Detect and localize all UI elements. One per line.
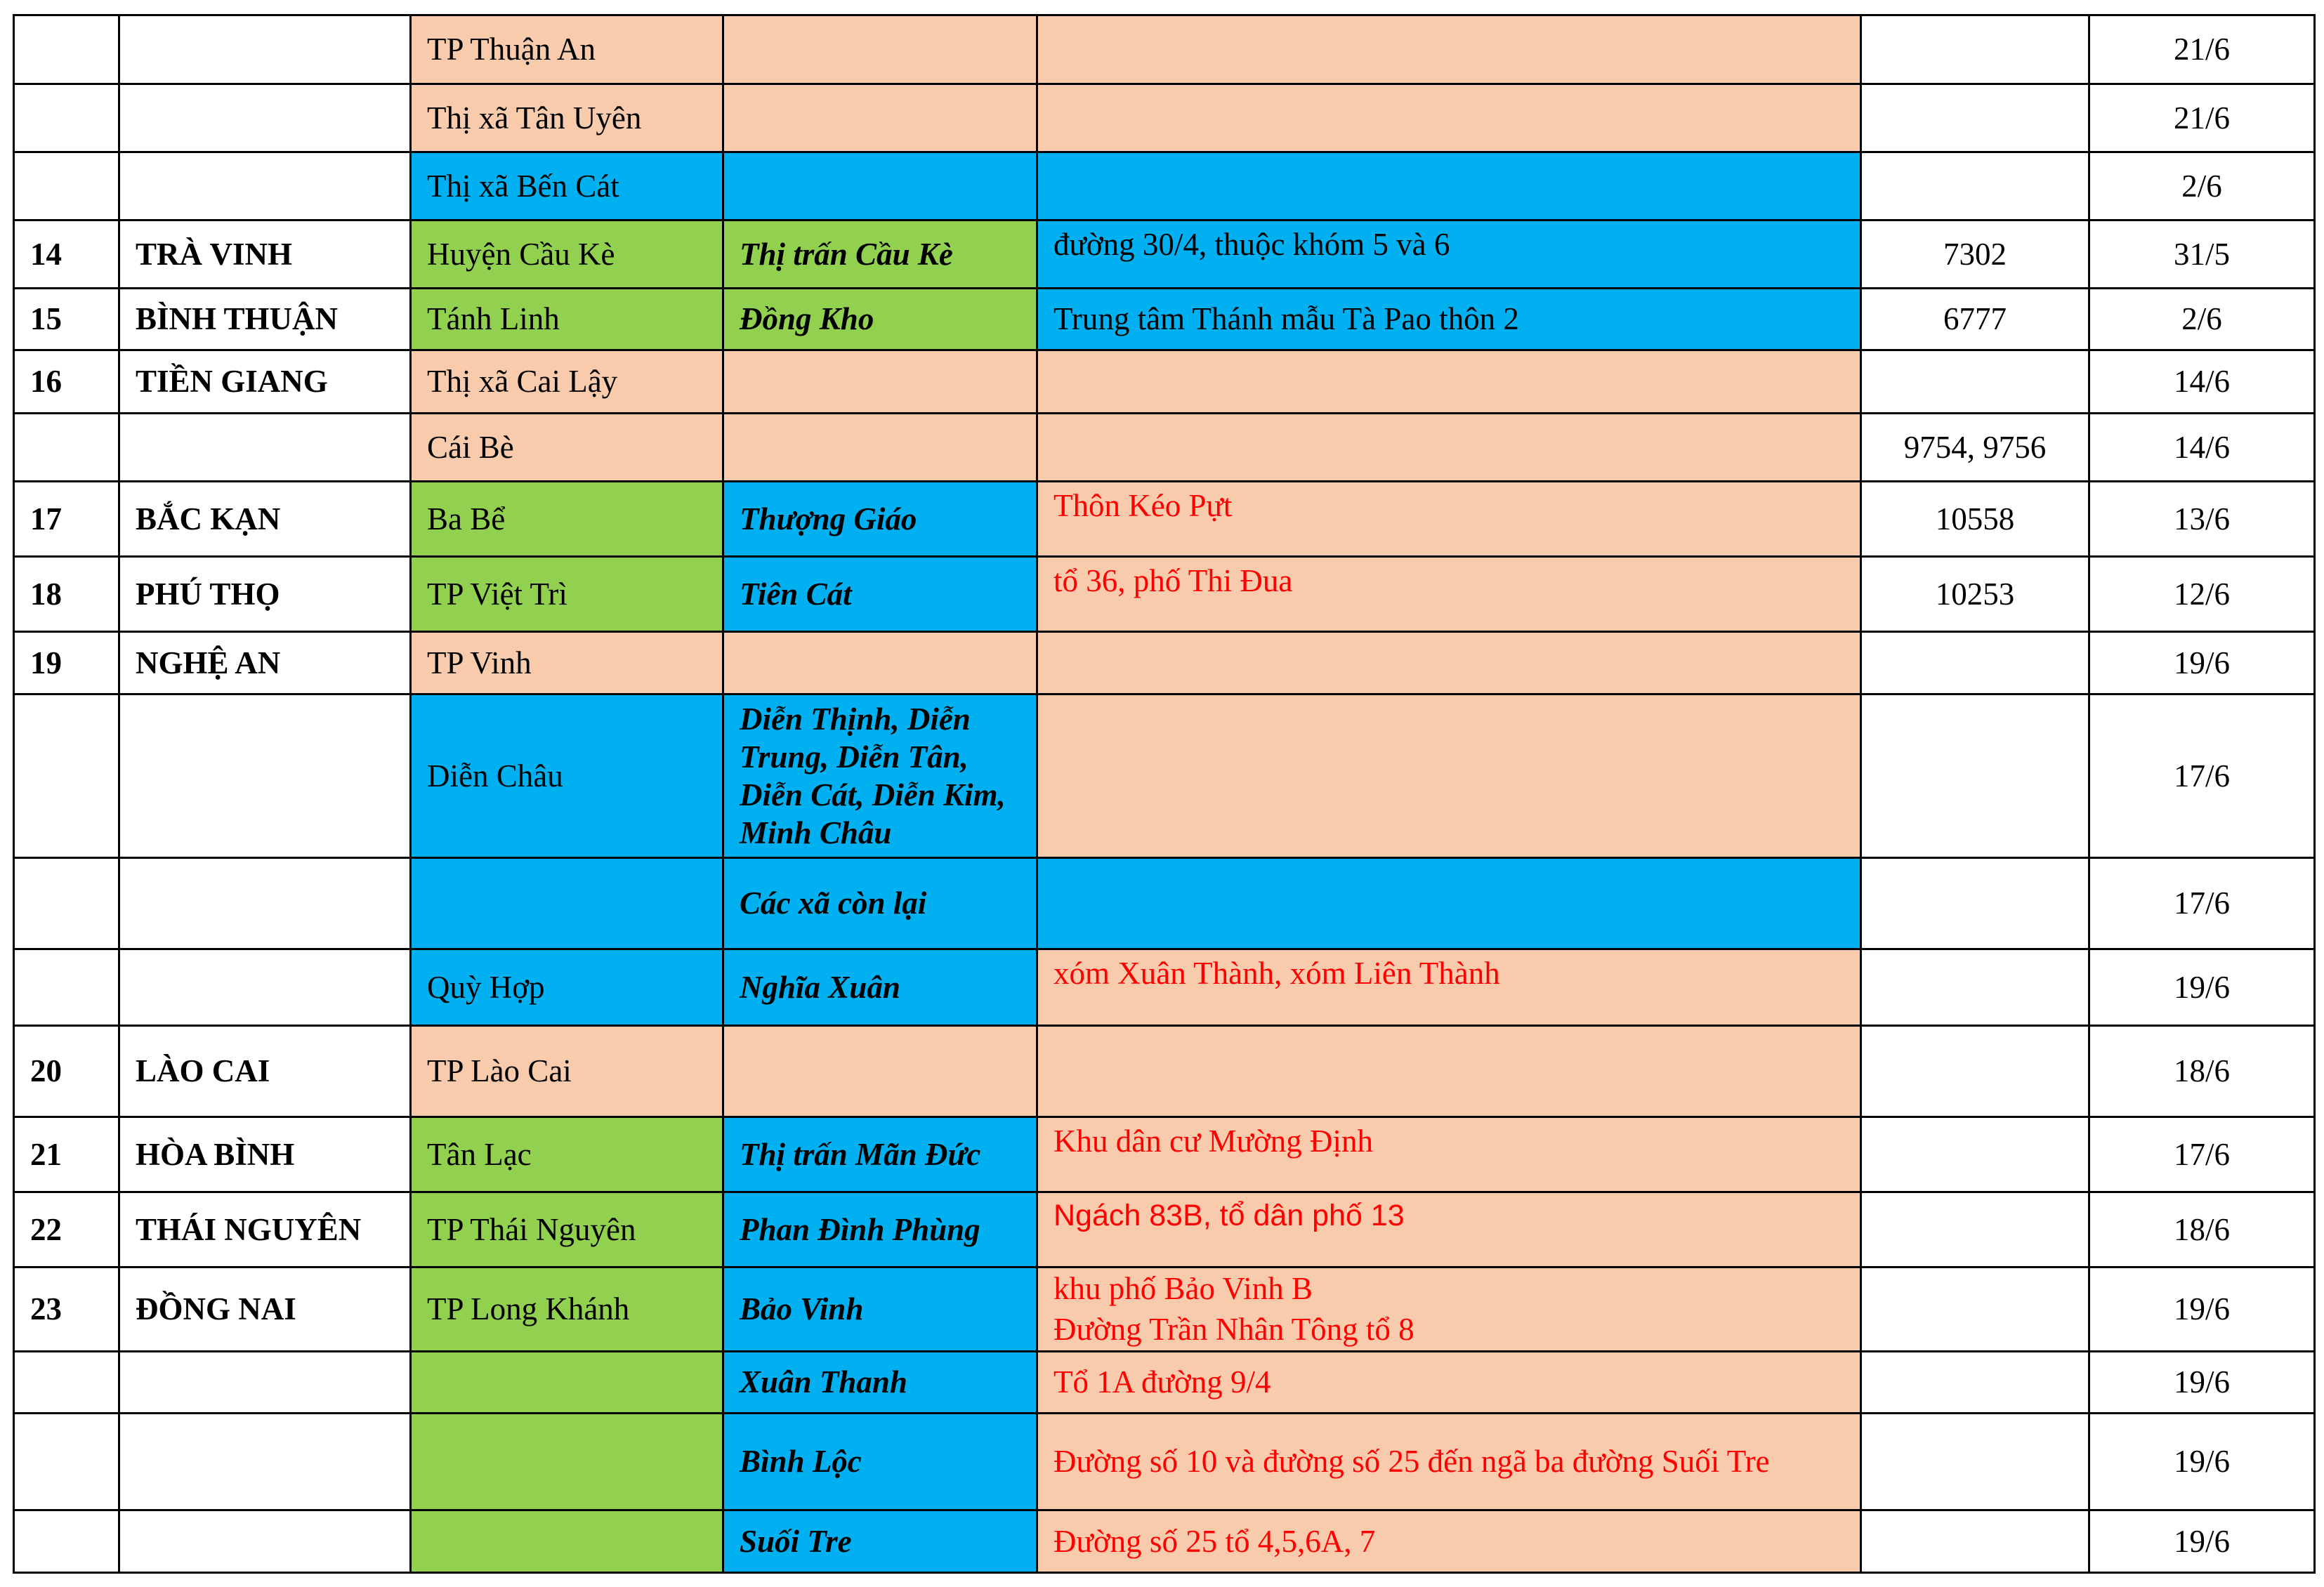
stt-cell: 23: [14, 1267, 119, 1352]
date-cell: 19/6: [2089, 1352, 2315, 1414]
ward-cell: Suối Tre: [723, 1510, 1037, 1573]
district-cell: Thị xã Bến Cát: [411, 152, 723, 220]
ward-cell: [723, 1026, 1037, 1117]
ward-cell: Xuân Thanh: [723, 1352, 1037, 1414]
district-cell: Cái Bè: [411, 414, 723, 482]
location-cell: [1037, 414, 1861, 482]
location-cell: [1037, 84, 1861, 152]
district-cell: Huyện Cầu Kè: [411, 220, 723, 289]
province-cell: NGHỆ AN: [119, 632, 411, 694]
code-cell: [1861, 1510, 2089, 1573]
province-cell: [119, 414, 411, 482]
location-cell: [1037, 1026, 1861, 1117]
stt-cell: 17: [14, 482, 119, 557]
ward-cell: Phan Đình Phùng: [723, 1192, 1037, 1267]
table-row: [14, 84, 2315, 152]
table-row: [14, 1192, 2315, 1267]
district-cell: TP Lào Cai: [411, 1026, 723, 1117]
province-cell: LÀO CAI: [119, 1026, 411, 1117]
code-cell: [1861, 1192, 2089, 1267]
table-row: [14, 350, 2315, 414]
stt-cell: 18: [14, 557, 119, 632]
code-cell: [1861, 1267, 2089, 1352]
province-cell: HÒA BÌNH: [119, 1117, 411, 1192]
table-row: [14, 414, 2315, 482]
ward-cell: [723, 414, 1037, 482]
stt-cell: [14, 1510, 119, 1573]
district-cell: Ba Bể: [411, 482, 723, 557]
location-cell: Thôn Kéo Pựt: [1037, 482, 1861, 557]
district-cell: Tánh Linh: [411, 289, 723, 350]
location-cell: [1037, 152, 1861, 220]
code-cell: [1861, 632, 2089, 694]
date-cell: 19/6: [2089, 1414, 2315, 1510]
district-cell: Quỳ Hợp: [411, 949, 723, 1026]
location-cell: Ngách 83B, tổ dân phố 13: [1037, 1192, 1861, 1267]
location-cell: [1037, 632, 1861, 694]
district-cell: [411, 1352, 723, 1414]
ward-cell: Các xã còn lại: [723, 858, 1037, 949]
district-cell: Diễn Châu: [411, 694, 723, 858]
ward-cell: Đồng Kho: [723, 289, 1037, 350]
province-cell: PHÚ THỌ: [119, 557, 411, 632]
table-row: [14, 220, 2315, 289]
code-cell: [1861, 1117, 2089, 1192]
stt-cell: 16: [14, 350, 119, 414]
province-cell: BẮC KẠN: [119, 482, 411, 557]
ward-cell: Tiên Cát: [723, 557, 1037, 632]
ward-cell: [723, 350, 1037, 414]
table-row: [14, 482, 2315, 557]
ward-cell: [723, 152, 1037, 220]
table-row: [14, 15, 2315, 84]
code-cell: [1861, 949, 2089, 1026]
province-cell: TIỀN GIANG: [119, 350, 411, 414]
table-row: [14, 557, 2315, 632]
code-cell: [1861, 350, 2089, 414]
district-cell: Thị xã Cai Lậy: [411, 350, 723, 414]
table-row: [14, 694, 2315, 858]
province-cell: [119, 1510, 411, 1573]
district-cell: TP Long Khánh: [411, 1267, 723, 1352]
code-cell: [1861, 15, 2089, 84]
stt-cell: 15: [14, 289, 119, 350]
date-cell: 18/6: [2089, 1026, 2315, 1117]
location-cell: Tổ 1A đường 9/4: [1037, 1352, 1861, 1414]
ward-cell: Bảo Vinh: [723, 1267, 1037, 1352]
date-cell: 19/6: [2089, 632, 2315, 694]
province-cell: [119, 858, 411, 949]
code-cell: 7302: [1861, 220, 2089, 289]
location-cell: xóm Xuân Thành, xóm Liên Thành: [1037, 949, 1861, 1026]
code-cell: [1861, 858, 2089, 949]
code-cell: [1861, 152, 2089, 220]
province-cell: TRÀ VINH: [119, 220, 411, 289]
province-cell: [119, 15, 411, 84]
ward-cell: [723, 84, 1037, 152]
district-cell: [411, 1414, 723, 1510]
province-cell: [119, 84, 411, 152]
code-cell: [1861, 84, 2089, 152]
ward-cell: Diễn Thịnh, Diễn Trung, Diễn Tân, Diễn Cát, Diễn Kim, Minh Châu: [723, 694, 1037, 858]
stt-cell: 14: [14, 220, 119, 289]
code-cell: 10558: [1861, 482, 2089, 557]
table-row: [14, 1117, 2315, 1192]
location-cell: tổ 36, phố Thi Đua: [1037, 557, 1861, 632]
table-row: [14, 632, 2315, 694]
stt-cell: [14, 949, 119, 1026]
code-cell: [1861, 1026, 2089, 1117]
location-cell: Khu dân cư Mường Định: [1037, 1117, 1861, 1192]
district-cell: TP Vinh: [411, 632, 723, 694]
date-cell: 19/6: [2089, 949, 2315, 1026]
ward-cell: [723, 15, 1037, 84]
date-cell: 19/6: [2089, 1510, 2315, 1573]
location-cell: [1037, 15, 1861, 84]
stt-cell: [14, 15, 119, 84]
code-cell: [1861, 1352, 2089, 1414]
location-cell: Đường số 25 tổ 4,5,6A, 7: [1037, 1510, 1861, 1573]
stt-cell: [14, 858, 119, 949]
ward-cell: [723, 632, 1037, 694]
code-cell: [1861, 1414, 2089, 1510]
province-cell: [119, 1414, 411, 1510]
location-cell: Đường số 10 và đường số 25 đến ngã ba đường Suối Tre: [1037, 1414, 1861, 1510]
table-row: [14, 1510, 2315, 1573]
stt-cell: 19: [14, 632, 119, 694]
table-row: [14, 1414, 2315, 1510]
date-cell: 18/6: [2089, 1192, 2315, 1267]
location-cell: [1037, 694, 1861, 858]
stt-cell: 20: [14, 1026, 119, 1117]
table-row: [14, 949, 2315, 1026]
stt-cell: [14, 414, 119, 482]
outbreak-table: [13, 14, 2316, 1574]
district-cell: [411, 1510, 723, 1573]
code-cell: [1861, 694, 2089, 858]
location-cell: khu phố Bảo Vinh B Đường Trần Nhân Tông tổ 8: [1037, 1267, 1861, 1352]
ward-cell: Thị trấn Cầu Kè: [723, 220, 1037, 289]
district-cell: TP Thuận An: [411, 15, 723, 84]
stt-cell: [14, 694, 119, 858]
province-cell: BÌNH THUẬN: [119, 289, 411, 350]
date-cell: 14/6: [2089, 350, 2315, 414]
location-cell: [1037, 858, 1861, 949]
ward-cell: Thị trấn Mãn Đức: [723, 1117, 1037, 1192]
stt-cell: [14, 1414, 119, 1510]
location-cell: Trung tâm Thánh mẫu Tà Pao thôn 2: [1037, 289, 1861, 350]
district-cell: TP Việt Trì: [411, 557, 723, 632]
province-cell: THÁI NGUYÊN: [119, 1192, 411, 1267]
table-row: [14, 1026, 2315, 1117]
date-cell: 17/6: [2089, 694, 2315, 858]
code-cell: 9754, 9756: [1861, 414, 2089, 482]
code-cell: 6777: [1861, 289, 2089, 350]
province-cell: ĐỒNG NAI: [119, 1267, 411, 1352]
table-row: [14, 152, 2315, 220]
date-cell: 2/6: [2089, 289, 2315, 350]
stt-cell: 21: [14, 1117, 119, 1192]
location-cell: [1037, 350, 1861, 414]
date-cell: 14/6: [2089, 414, 2315, 482]
district-cell: TP Thái Nguyên: [411, 1192, 723, 1267]
table-row: [14, 289, 2315, 350]
date-cell: 17/6: [2089, 858, 2315, 949]
stt-cell: 22: [14, 1192, 119, 1267]
district-cell: [411, 858, 723, 949]
date-cell: 31/5: [2089, 220, 2315, 289]
stt-cell: [14, 1352, 119, 1414]
province-cell: [119, 1352, 411, 1414]
district-cell: Tân Lạc: [411, 1117, 723, 1192]
code-cell: 10253: [1861, 557, 2089, 632]
date-cell: 12/6: [2089, 557, 2315, 632]
table-row: [14, 1352, 2315, 1414]
province-cell: [119, 694, 411, 858]
date-cell: 17/6: [2089, 1117, 2315, 1192]
province-cell: [119, 949, 411, 1026]
table-row: [14, 858, 2315, 949]
stt-cell: [14, 152, 119, 220]
ward-cell: Thượng Giáo: [723, 482, 1037, 557]
province-cell: [119, 152, 411, 220]
table-row: [14, 1267, 2315, 1352]
stt-cell: [14, 84, 119, 152]
date-cell: 19/6: [2089, 1267, 2315, 1352]
ward-cell: Nghĩa Xuân: [723, 949, 1037, 1026]
ward-cell: Bình Lộc: [723, 1414, 1037, 1510]
date-cell: 2/6: [2089, 152, 2315, 220]
date-cell: 21/6: [2089, 84, 2315, 152]
district-cell: Thị xã Tân Uyên: [411, 84, 723, 152]
date-cell: 13/6: [2089, 482, 2315, 557]
date-cell: 21/6: [2089, 15, 2315, 84]
location-cell: đường 30/4, thuộc khóm 5 và 6: [1037, 220, 1861, 289]
